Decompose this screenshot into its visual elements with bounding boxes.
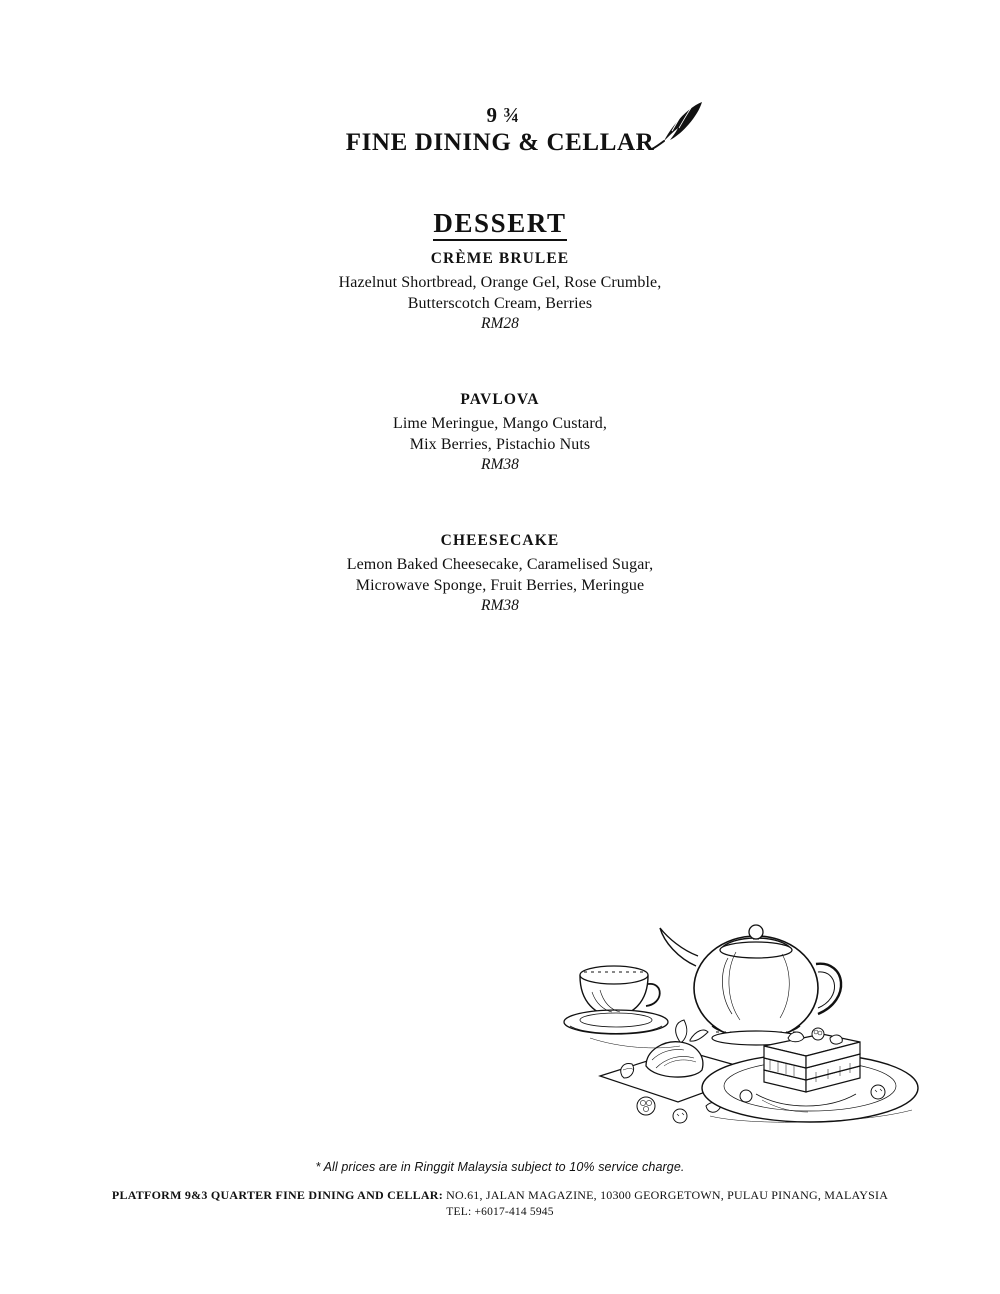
section-title-text: DESSERT: [433, 208, 566, 241]
item-name: PAVLOVA: [460, 391, 540, 408]
logo-name: FINE DINING & CELLAR: [345, 129, 655, 157]
quill-feather-icon: [646, 99, 706, 151]
logo-fraction: 9 ¾: [486, 103, 520, 127]
item-description-line: Butterscotch Cream, Berries: [407, 295, 593, 312]
footer-brand-label: PLATFORM 9&3 QUARTER FINE DINING AND CELLAR:: [111, 1188, 443, 1202]
item-description-line: Mix Berries, Pistachio Nuts: [409, 436, 591, 453]
teapot-teacup-desserts-illustration: [560, 880, 930, 1140]
menu-list: [0, 250, 1000, 615]
item-name: CRÈME BRULEE: [430, 250, 570, 267]
list-item: [0, 250, 1000, 333]
footer: [0, 1160, 1000, 1218]
item-description-line: Lime Meringue, Mango Custard,: [393, 415, 607, 432]
restaurant-logo: [0, 104, 1000, 157]
item-price: RM38: [481, 456, 519, 473]
item-price: RM38: [481, 597, 519, 614]
list-item: [0, 391, 1000, 474]
footer-address-line: [0, 1188, 1000, 1203]
item-description-line: Hazelnut Shortbread, Orange Gel, Rose Crumble,: [338, 274, 662, 291]
section-title: [0, 208, 1000, 239]
logo-name-row: [346, 129, 655, 157]
item-price: RM28: [481, 315, 519, 332]
footer-address-text: NO.61, JALAN MAGAZINE, 10300 GEORGETOWN, PULAU PINANG, MALAYSIA: [446, 1188, 889, 1202]
footer-telephone: TEL: +6017-414 5945: [446, 1206, 554, 1218]
item-description-line: Microwave Sponge, Fruit Berries, Meringue: [355, 577, 645, 594]
list-item: [0, 532, 1000, 615]
item-name: CHEESECAKE: [440, 532, 560, 549]
item-description-line: Lemon Baked Cheesecake, Caramelised Sugar,: [346, 556, 654, 573]
price-disclaimer: * All prices are in Ringgit Malaysia subject to 10% service charge.: [315, 1160, 685, 1174]
